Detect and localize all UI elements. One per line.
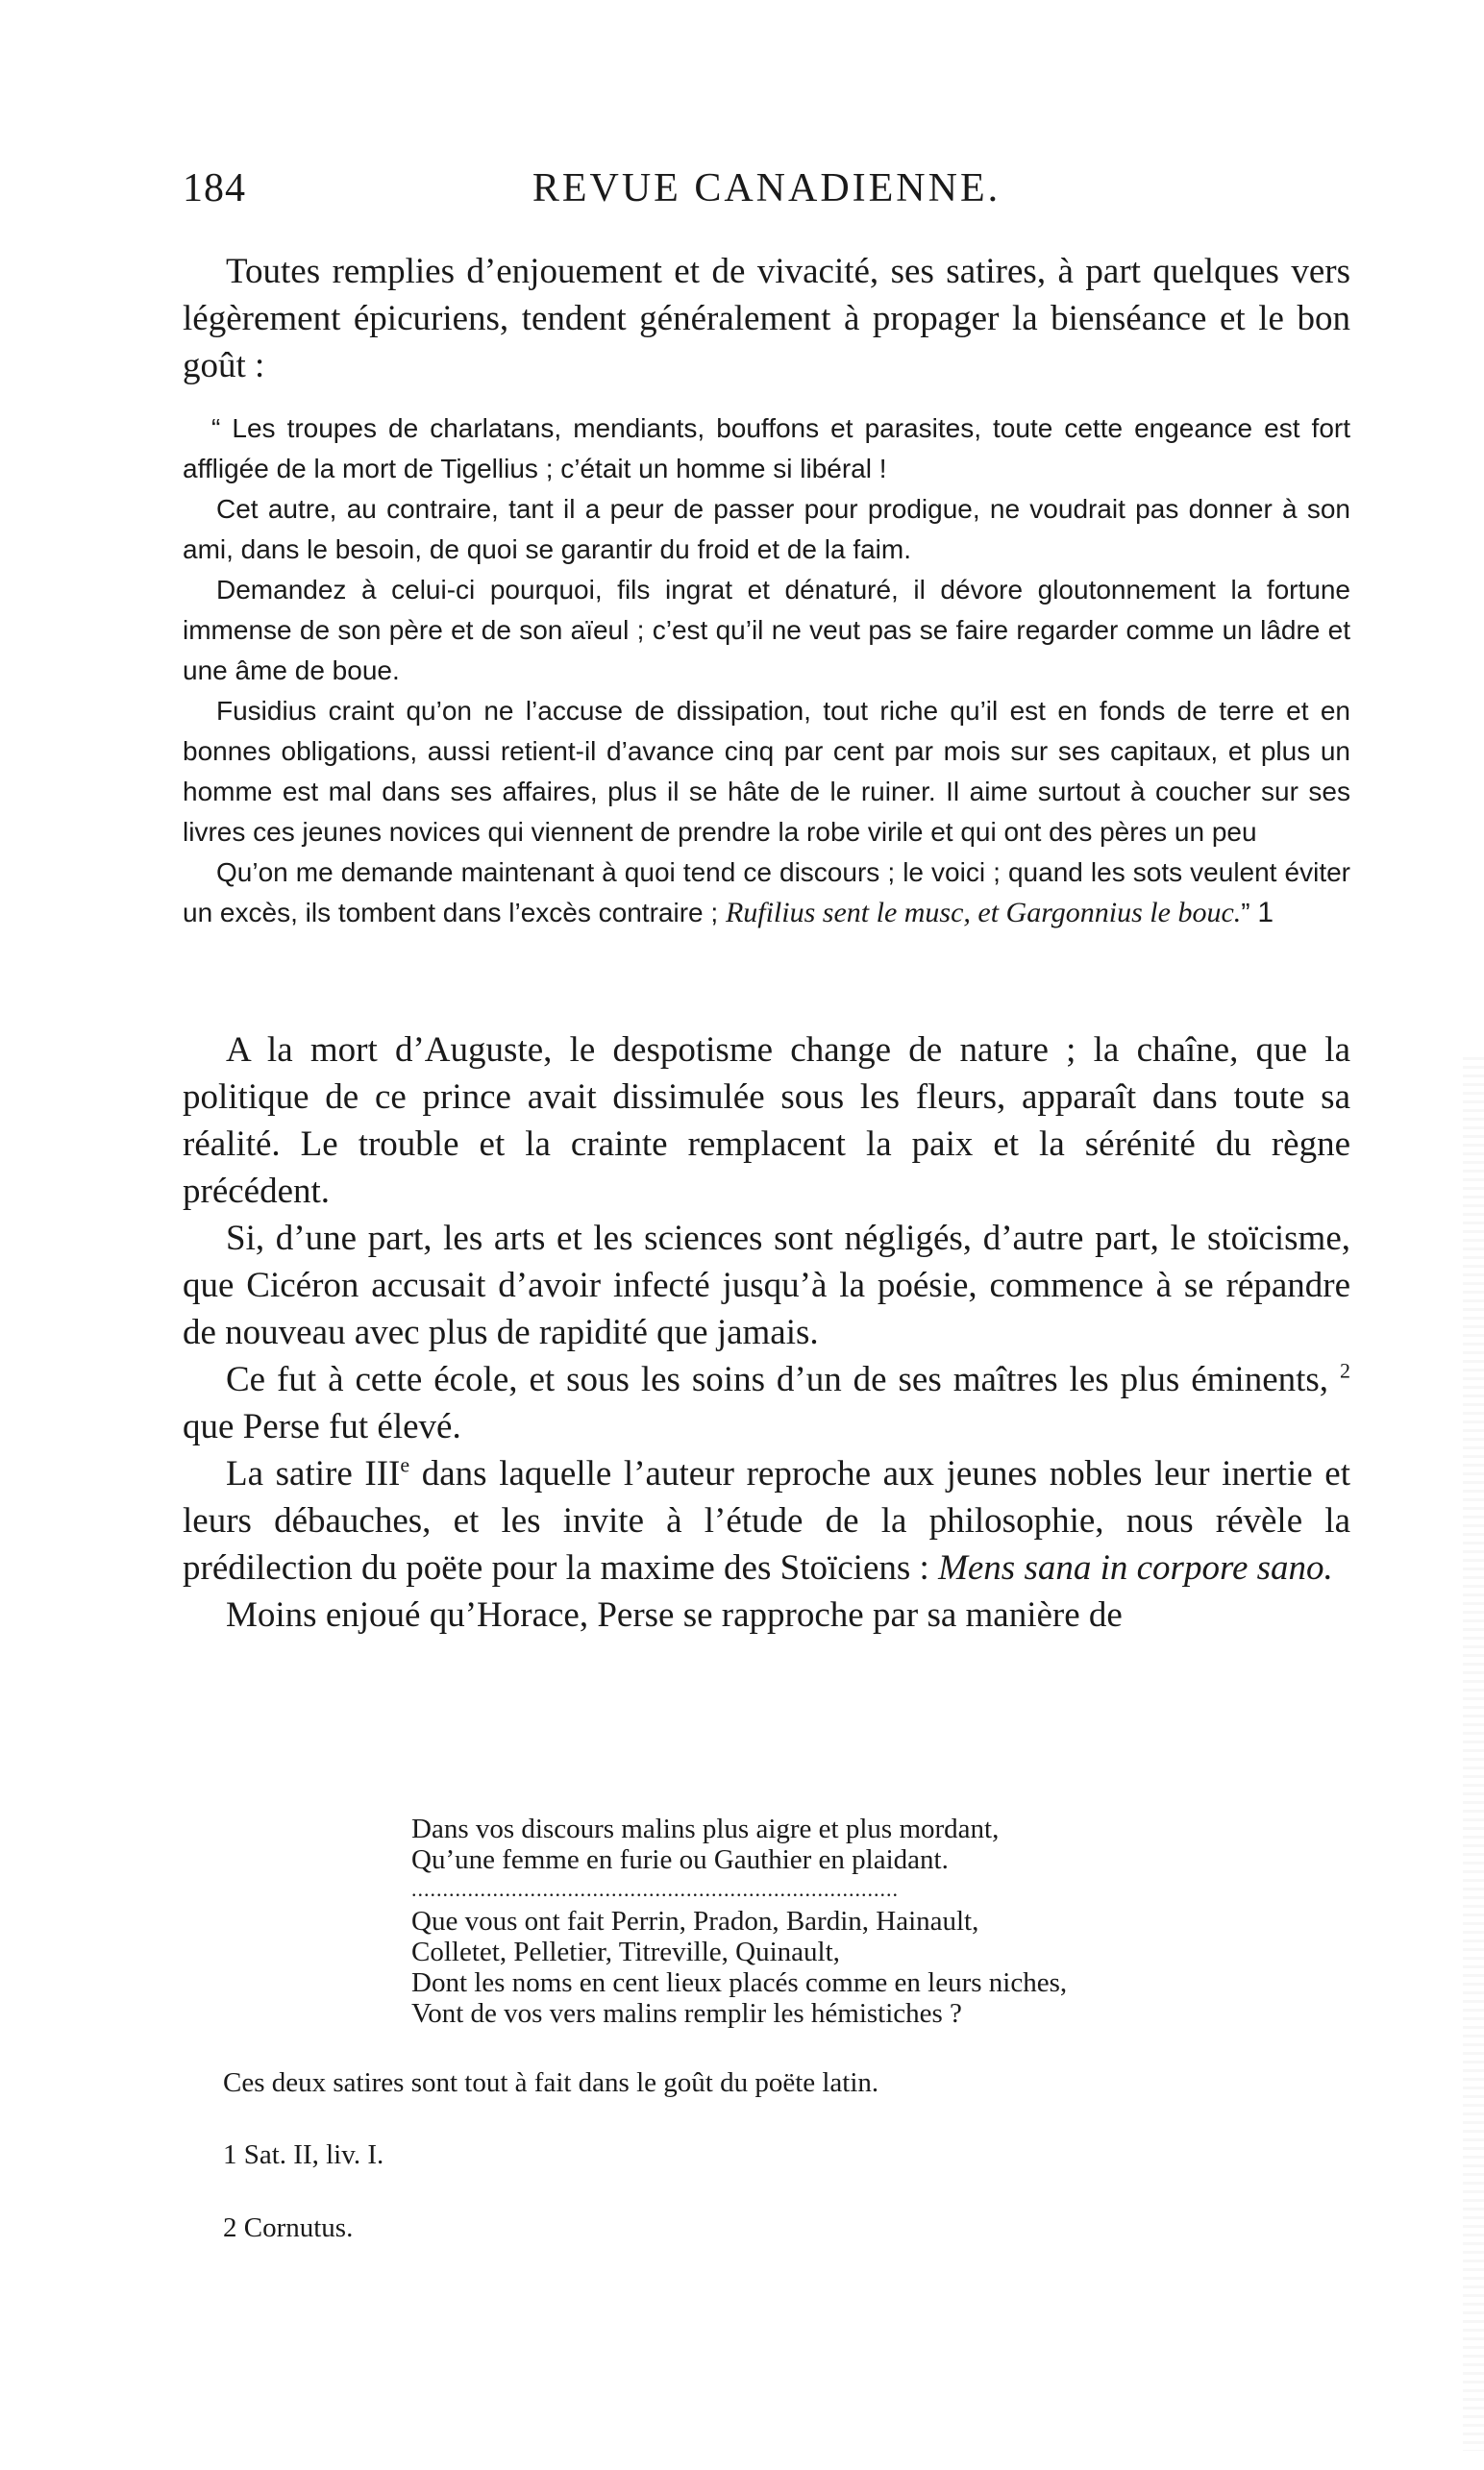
verse-line-6: Vont de vos vers malins remplir les hémistiches ? (411, 1998, 962, 2029)
ellipsis-divider: .............................................................................. (411, 1877, 899, 1901)
footnote-2: 2 Cornutus. (223, 2212, 354, 2243)
intro-paragraph: Toutes remplies d’enjouement et de vivacité, ses satires, à part quelques vers légèrement épicuriens, tendent généralement à propager la bienséance et le bon goût : (183, 252, 1350, 385)
page-header (183, 165, 1350, 223)
main-paragraph-4 (183, 1450, 1350, 1592)
verse-line-3: Que vous ont fait Perrin, Pradon, Bardin, Hainault, (411, 1906, 979, 1937)
verse-line-5: Dont les noms en cent lieux placés comme en leurs niches, (411, 1967, 1068, 1998)
closing-line: Ces deux satires sont tout à fait dans le goût du poëte latin. (223, 2067, 879, 2098)
footnotes (223, 2138, 383, 2285)
intro-section (183, 248, 1350, 389)
main-paragraph-3-end: que Perse fut élevé. (183, 1407, 461, 1446)
main-paragraph-5: Moins enjoué qu’Horace, Perse se rapproche par sa manière de (226, 1595, 1123, 1635)
horace-quotation (183, 408, 1350, 933)
quote-paragraph-5-text: Qu’on me demande maintenant à quoi tend ce discours ; le voici ; quand les sots veulent éviter un excès, ils tombent dans l’excès contraire ; (183, 857, 1350, 927)
main-paragraph-3 (183, 1356, 1350, 1450)
verse-line-1: Dans vos discours malins plus aigre et plus mordant, (411, 1814, 1000, 1844)
latin-maxim: Mens sana in corpore sano. (938, 1548, 1333, 1588)
footnote-reference-2: 2 (1340, 1358, 1350, 1383)
page-number: 184 (183, 166, 246, 210)
main-paragraph-4-b: dans laquelle l’auteur reproche aux jeunes nobles leur inertie et leurs débauches, et les invite à l’étude de la philosophie, nous révèle la prédilection du poëte pour la maxime des Stoïciens : (183, 1454, 1350, 1588)
quote-paragraph-3: Demandez à celui-ci pourquoi, fils ingrat et dénaturé, il dévore gloutonnement la fortune immense de son père et de son aïeul ; c’est qu’il ne veut pas se faire regarder comme un lâdre et une âme de boue. (183, 575, 1350, 685)
footnote-reference-1: 1 (1257, 897, 1274, 928)
quote-italic-phrase: Rufilius sent le musc, et Gargonnius le bouc. (725, 897, 1242, 928)
quote-paragraph-2: Cet autre, au contraire, tant il a peur de passer pour prodigue, ne voudrait pas donner à son ami, dans le besoin, de quoi se garantir du froid et de la faim. (183, 494, 1350, 564)
running-title: REVUE CANADIENNE. (532, 166, 1002, 210)
quote-paragraph-4: Fusidius craint qu’on ne l’accuse de dissipation, tout riche qu’il est en fonds de terre et en bonnes obligations, aussi retient-il d’avance cinq par cent par mois sur ses capitaux, et plus un homme est mal dans ses affaires, plus il se hâte de le ruiner. Il aime surtout à coucher sur ses livres ces jeunes novices qui viennent de prendre la robe virile et qui ont des pères un peu (183, 696, 1350, 847)
scan-edge-noise (1463, 1057, 1484, 2451)
main-paragraph-1: A la mort d’Auguste, le despotisme change de nature ; la chaîne, que la politique de ce prince avait dissimulée sous les fleurs, apparaît dans toute sa réalité. Le trouble et la crainte remplacent la paix et la sérénité du règne précédent. (183, 1030, 1350, 1211)
ordinal-superscript: e (400, 1452, 410, 1477)
main-paragraph-3-start: Ce fut à cette école, et sous les soins d’un de ses maîtres les plus éminents, (226, 1360, 1329, 1399)
verse-line-4: Colletet, Pelletier, Titreville, Quinault, (411, 1937, 840, 1967)
verse-line-2: Qu’une femme en furie ou Gauthier en plaidant. (411, 1844, 949, 1875)
footnote-1: 1 Sat. II, liv. I. (223, 2139, 384, 2170)
quote-closing-mark: ” (1241, 898, 1250, 927)
quote-paragraph-1: “ Les troupes de charlatans, mendiants, bouffons et parasites, toute cette engeance est fort affligée de la mort de Tigellius ; c’était un homme si libéral ! (183, 413, 1350, 483)
main-paragraph-4-a: La satire III (226, 1454, 401, 1494)
main-text (183, 1026, 1350, 1639)
quote-paragraph-5 (183, 852, 1350, 933)
main-paragraph-2: Si, d’une part, les arts et les sciences sont négligés, d’autre part, le stoïcisme, que Cicéron accusait d’avoir infecté jusqu’à la poésie, commence à se répandre de nouveau avec plus de rapidité que jamais. (183, 1219, 1350, 1352)
boileau-verses (411, 1814, 1276, 2029)
